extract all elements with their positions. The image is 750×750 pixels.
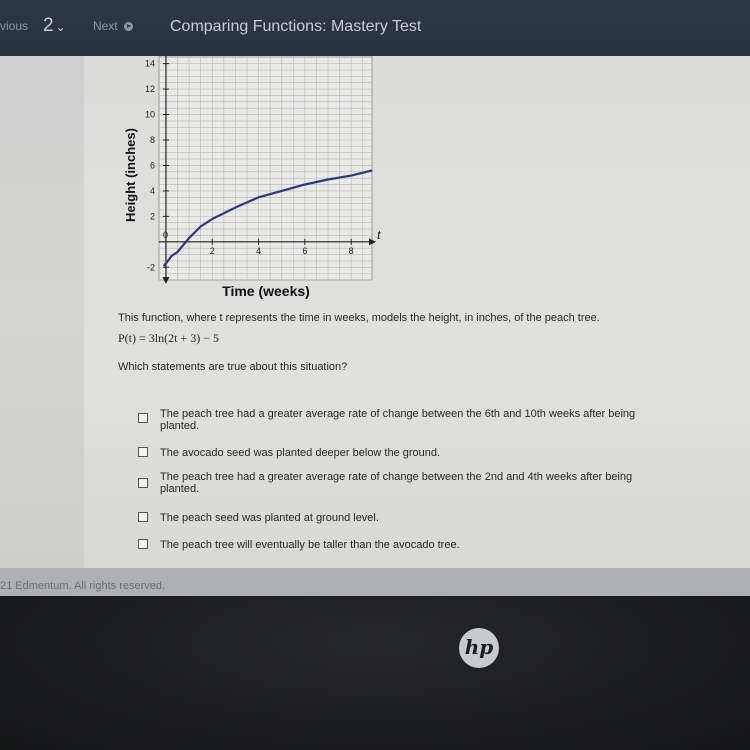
answer-checkbox[interactable]	[138, 539, 148, 549]
answer-checkbox[interactable]	[138, 413, 148, 423]
function-equation: P(t) = 3ln(2t + 3) − 5	[118, 331, 219, 345]
answer-line: The peach tree had a greater average rate of change between the 2nd and 4th weeks after being	[160, 471, 633, 483]
answer-text	[160, 512, 650, 524]
y-tick-label: 4	[149, 185, 155, 196]
previous-button[interactable]: vious	[0, 19, 29, 33]
question-number: 2	[43, 15, 54, 36]
next-button[interactable]	[93, 19, 133, 33]
answer-line: planted.	[160, 420, 200, 432]
origin-label: 0	[163, 230, 169, 240]
answer-line: The peach tree had a greater average rate of change between the 6th and 10th weeks after being	[160, 408, 636, 420]
question-text: Which statements are true about this situation?	[118, 361, 348, 373]
function-description: This function, where t represents the time in weeks, models the height, in inches, of the peach tree.	[118, 312, 600, 324]
laptop-bezel	[0, 596, 750, 750]
graph	[84, 56, 750, 316]
answer-line: planted.	[160, 483, 200, 495]
answer-line: The avocado seed was planted deeper below the ground.	[160, 447, 441, 459]
answer-checkbox[interactable]	[138, 512, 148, 522]
answer-text	[160, 471, 650, 495]
y-tick-label: 12	[144, 84, 155, 95]
answer-line: The peach tree will eventually be taller than the avocado tree.	[160, 539, 460, 551]
chevron-down-icon: ⌄	[55, 20, 66, 34]
x-tick-label: 2	[209, 245, 215, 256]
graph-grid	[159, 56, 372, 280]
answer-line: The peach seed was planted at ground level.	[160, 512, 379, 524]
question-panel	[84, 56, 750, 568]
play-circle-icon	[124, 22, 133, 31]
next-label: Next	[93, 19, 118, 33]
answer-text	[160, 539, 650, 551]
answer-text	[160, 447, 650, 459]
y-axis-label: Height (inches)	[123, 128, 138, 222]
answer-checkbox[interactable]	[138, 447, 148, 457]
y-tick-label: 8	[149, 135, 155, 145]
plot-background	[159, 56, 372, 280]
copyright-text: 21 Edmentum. All rights reserved.	[0, 580, 166, 592]
y-tick-label: 14	[144, 58, 155, 69]
x-variable-label: t	[377, 228, 381, 243]
y-tick-label: -2	[146, 262, 155, 273]
question-number-dropdown[interactable]	[43, 15, 66, 37]
page-title: Comparing Functions: Mastery Test	[170, 18, 422, 35]
y-tick-label: 6	[149, 160, 155, 171]
hp-logo: hp	[459, 628, 499, 668]
y-tick-label: 2	[149, 211, 155, 222]
content-page	[0, 56, 750, 568]
x-tick-label: 4	[256, 245, 262, 256]
answer-checkbox[interactable]	[138, 478, 148, 488]
x-axis-label: Time (weeks)	[222, 283, 310, 299]
x-tick-label: 6	[302, 245, 308, 256]
answer-text	[160, 408, 650, 432]
top-nav-bar	[0, 0, 750, 56]
x-tick-label: 8	[348, 245, 354, 256]
y-tick-label: 10	[144, 109, 155, 120]
